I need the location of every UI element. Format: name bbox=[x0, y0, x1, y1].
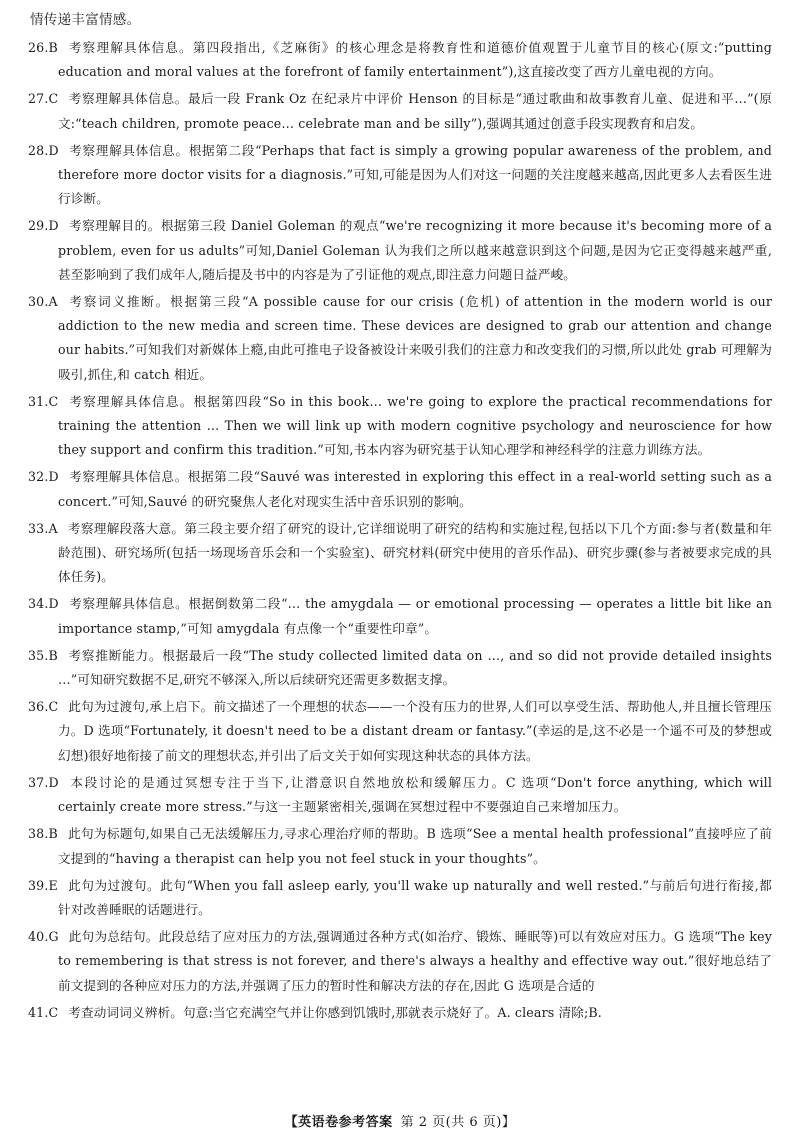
answer-item bbox=[28, 695, 772, 768]
answer-letter: D bbox=[48, 774, 59, 790]
explanation-text: 此句为总结句。此段总结了应对压力的方法,强调通过各种方式(如治疗、锻炼、睡眠等)可以有效应对压力。G 选项“The key to remembering is that stress is not forever, and there's always a healthy and effective way out.”很好地总结了前文提到的各种应对压力的方法,并强调了压力的暂时性和解决方法的存在,因此 G 选项是合适的 bbox=[58, 929, 772, 993]
answer-item bbox=[28, 465, 772, 513]
answer-letter: B bbox=[48, 40, 58, 55]
question-number: 33. bbox=[28, 520, 49, 536]
answer-letter: D bbox=[48, 142, 59, 158]
answer-letter: D bbox=[48, 218, 59, 234]
question-number: 37. bbox=[28, 774, 49, 790]
answer-item bbox=[28, 592, 772, 640]
answer-letter: C bbox=[48, 393, 59, 409]
answer-item bbox=[28, 874, 772, 922]
answer-item bbox=[28, 390, 772, 463]
explanation-text: 此句为过渡句,承上启下。前文描述了一个理想的状态——一个没有压力的世界,人们可以享受生活、帮助他人,并且擅长管理压力。D 选项“Fortunately, it doesn't need to be a distant dream or fantasy.”(幸运的是,这不必是一个遥不可及的梦想或幻想)很好地衔接了前文的理想状态,并引出了后文关于如何实现这种状态的具体方法。 bbox=[58, 699, 772, 763]
answer-item bbox=[28, 1001, 772, 1025]
answer-item bbox=[28, 517, 772, 590]
answer-item bbox=[28, 214, 772, 287]
answer-item bbox=[28, 644, 772, 692]
explanation-text: 此句为标题句,如果自己无法缓解压力,寻求心理治疗师的帮助。B 选项“See a mental health professional”直接呼应了前文提到的“having a therapist can help you not feel stuck in your thoughts”。 bbox=[58, 826, 772, 866]
footer-title: 【英语卷参考答案 bbox=[284, 1115, 393, 1130]
question-number: 39. bbox=[28, 877, 49, 893]
explanation-text: 考察词义推断。根据第三段“A possible cause for our crisis (危机) of attention in the modern world is our addiction to the new media and screen time. These devices are designed to grab our attention and change our habits.”可知我们对新媒体上瘾,由此可推电子设备被设计来吸引我们的注意力和改变我们的习惯,所以此处 grab 可理解为吸引,抓住,和 catch 相近。 bbox=[58, 294, 772, 382]
explanation-text: 考察推断能力。根据最后一段“The study collected limited data on …, and so did not provide detailed insights …”可知研究数据不足,研究不够深入,所以后续研究还需更多数据支撑。 bbox=[58, 647, 772, 688]
explanation-text: 考察理解具体信息。根据倒数第二段“… the amygdala — or emotional processing — operates a little bit like an importance stamp,”可知 amygdala 有点像一个“重要性印章”。 bbox=[58, 596, 772, 636]
explanation-text: 考查动词词义辨析。句意:当它充满空气并让你感到饥饿时,那就表示烧好了。A. clears 清除;B. bbox=[68, 1004, 602, 1020]
answer-item bbox=[28, 36, 772, 84]
answer-item bbox=[28, 925, 772, 998]
answer-letter: A bbox=[48, 294, 58, 310]
answer-letter: C bbox=[48, 91, 59, 107]
question-number: 35. bbox=[28, 647, 49, 663]
answer-letter: B bbox=[48, 647, 58, 663]
answer-letter: B bbox=[48, 826, 58, 842]
question-number: 30. bbox=[28, 294, 49, 310]
answer-letter: E bbox=[48, 877, 58, 893]
question-number: 38. bbox=[28, 826, 49, 842]
explanation-text: 考察理解具体信息。根据第二段“Perhaps that fact is simply a growing popular awareness of the problem, and therefore more doctor visits for a diagnosis.”可知,可能是因为人们对这一问题的关注度越来越高,因此更多人去看医生进行诊断。 bbox=[58, 142, 772, 207]
answer-item bbox=[28, 771, 772, 819]
explanation-text: 此句为过渡句。此句“When you fall asleep early, you'll wake up naturally and well rested.”与前后句进行衔接,都针对改善睡眠的话题进行。 bbox=[58, 877, 772, 917]
question-number: 29. bbox=[28, 218, 49, 234]
answer-letter: G bbox=[48, 929, 59, 945]
answer-list bbox=[28, 36, 772, 1025]
explanation-text: 本段讨论的是通过冥想专注于当下,让潜意识自然地放松和缓解压力。C 选项“Don't force anything, which will certainly create more stress.”与这一主题紧密相关,强调在冥想过程中不要强迫自己来增加压力。 bbox=[58, 774, 772, 815]
question-number: 41. bbox=[28, 1004, 49, 1020]
question-number: 36. bbox=[28, 699, 49, 715]
explanation-text: 考察理解具体信息。第四段指出,《芝麻街》的核心理念是将教育性和道德价值观置于儿童节目的核心(原文:“putting education and moral values at the forefront of family entertainment”),这直接改变了西方儿童电视的方向。 bbox=[58, 40, 772, 80]
answer-item bbox=[28, 87, 772, 135]
explanation-text: 考察理解具体信息。根据第二段“Sauvé was interested in exploring this effect in a real-world setting such as a concert.”可知,Sauvé 的研究聚焦人老化对现实生活中音乐识别的影响。 bbox=[58, 469, 772, 509]
explanation-text: 考察理解段落大意。第三段主要介绍了研究的设计,它详细说明了研究的结构和实施过程,包括以下几个方面:参与者(数量和年龄范围)、研究场所(包括一场现场音乐会和一个实验室)、研究材料(研究中使用的音乐作品)、研究步骤(参与者被要求完成的具体任务)。 bbox=[58, 520, 772, 585]
answer-item bbox=[28, 822, 772, 870]
explanation-text: 考察理解具体信息。根据第四段“So in this book… we're going to explore the practical recommendations for training the attention … Then we will link up with modern cognitive psychology and neuroscience for how they support and confirm this tradition.”可知,书本内容为研究基于认知心理学和神经科学的注意力训练方法。 bbox=[58, 393, 772, 458]
question-number: 27. bbox=[28, 91, 49, 107]
question-number: 40. bbox=[28, 929, 49, 945]
question-number: 26. bbox=[28, 40, 49, 55]
question-number: 31. bbox=[28, 393, 49, 409]
footer-page-number: 第 2 页(共 6 页)】 bbox=[400, 1115, 516, 1130]
question-number: 32. bbox=[28, 469, 49, 485]
explanation-text: 考察理解目的。根据第三段 Daniel Goleman 的观点“we're recognizing it more because it's becoming more of a problem, even for us adults”可知,Daniel Goleman 认为我们之所以越来越意识到这个问题,是因为它正变得越来越严重,甚至影响到了我们成年人,随后提及书中的内容是为了引证他的观点,即注意力问题日益严峻。 bbox=[58, 218, 772, 282]
question-number: 34. bbox=[28, 596, 49, 612]
continued-text: 情传递丰富情感。 bbox=[30, 12, 141, 28]
page-footer bbox=[0, 1111, 800, 1130]
answer-letter: C bbox=[48, 699, 59, 715]
answer-item bbox=[28, 290, 772, 387]
answer-letter: D bbox=[48, 596, 59, 612]
answer-item bbox=[28, 139, 772, 212]
answer-letter: C bbox=[48, 1004, 59, 1020]
answer-letter: A bbox=[48, 520, 58, 536]
question-number: 28. bbox=[28, 142, 49, 158]
explanation-text: 考察理解具体信息。最后一段 Frank Oz 在纪录片中评价 Henson 的目标是“通过歌曲和故事教育儿童、促进和平…”(原文:“teach children, promote peace… celebrate man and be silly”),强调其通过创意手段实现教育和启发。 bbox=[58, 91, 772, 131]
answer-letter: D bbox=[48, 469, 59, 485]
